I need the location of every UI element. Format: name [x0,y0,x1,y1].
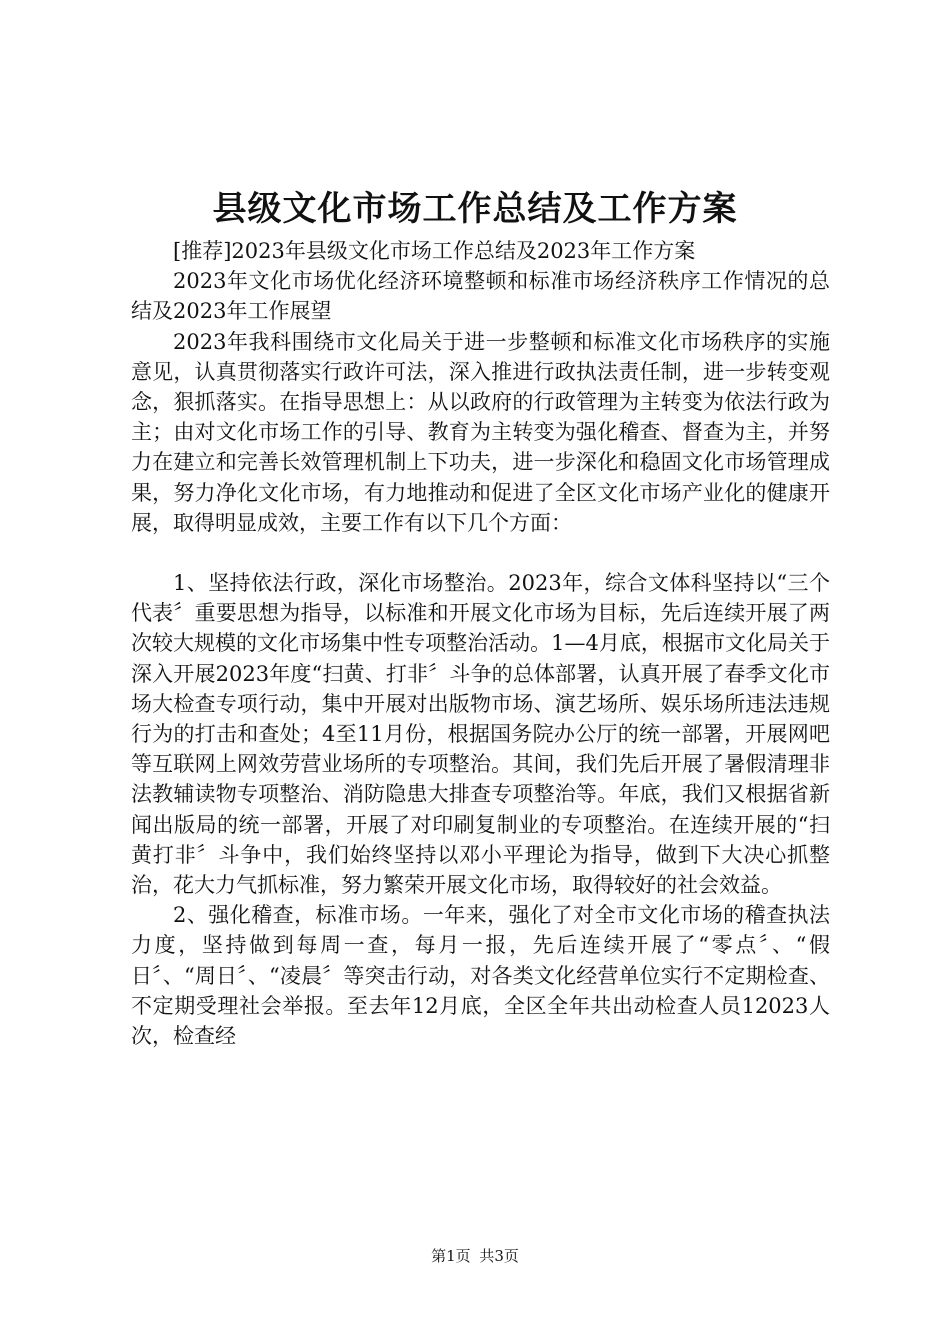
subtitle-paragraph: [推荐]2023年县级文化市场工作总结及2023年工作方案 [173,239,696,263]
section-2-paragraph: 2、强化稽查，标准市场。一年来，强化了对全市文化市场的稽查执法力度，坚持做到每周一查，每月一报，先后连续开展了“零点〞、“假日〞、“周日〞、“凌晨〞等突击行动，对各类文化经营单位实行不定期检查、不定期受理社会举报。至去年12月底，全区全年共出动检查人员12023人次，检查经 [131,903,830,1049]
document-body [131,236,830,1051]
page-total: 共3页 [479,1247,519,1265]
page-number: 第1页 [431,1247,471,1265]
section-1-paragraph: 1、坚持依法行政，深化市场整治。2023年，综合文体科坚持以“三个代表〞重要思想为指导，以标准和开展文化市场为目标，先后连续开展了两次较大规模的文化市场集中性专项整治活动。1—4月底，根据市文化局关于深入开展2023年度“扫黄、打非〞斗争的总体部署，认真开展了春季文化市场大检查专项行动，集中开展对出版物市场、演艺场所、娱乐场所违法违规行为的打击和查处；4至11月份，根据国务院办公厅的统一部署，开展网吧等互联网上网效劳营业场所的专项整治。其间，我们先后开展了暑假清理非法教辅读物专项整治、消防隐患大排查专项整治等。年底，我们又根据省新闻出版局的统一部署，开展了对印刷复制业的专项整治。在连续开展的“扫黄打非〞斗争中，我们始终坚持以邓小平理论为指导，做到下大决心抓整治，花大力气抓标准，努力繁荣开展文化市场，取得较好的社会效益。 [131,571,830,898]
page-footer [0,1246,950,1266]
intro-paragraph: 2023年我科围绕市文化局关于进一步整顿和标准文化市场秩序的实施意见，认真贯彻落实行政许可法，深入推进行政执法责任制，进一步转变观念，狠抓落实。在指导思想上：从以政府的行政管理为主转变为依法行政为主；由对文化市场工作的引导、教育为主转变为强化稽查、督查为主，并努力在建立和完善长效管理机制上下功夫，进一步深化和稳固文化市场管理成果，努力净化文化市场，有力地推动和促进了全区文化市场产业化的健康开展，取得明显成效，主要工作有以下几个方面： [131,329,830,535]
document-title: 县级文化市场工作总结及工作方案 [212,189,738,229]
heading-paragraph: 2023年文化市场优化经济环境整顿和标准市场经济秩序工作情况的总结及2023年工作展望 [131,269,830,324]
